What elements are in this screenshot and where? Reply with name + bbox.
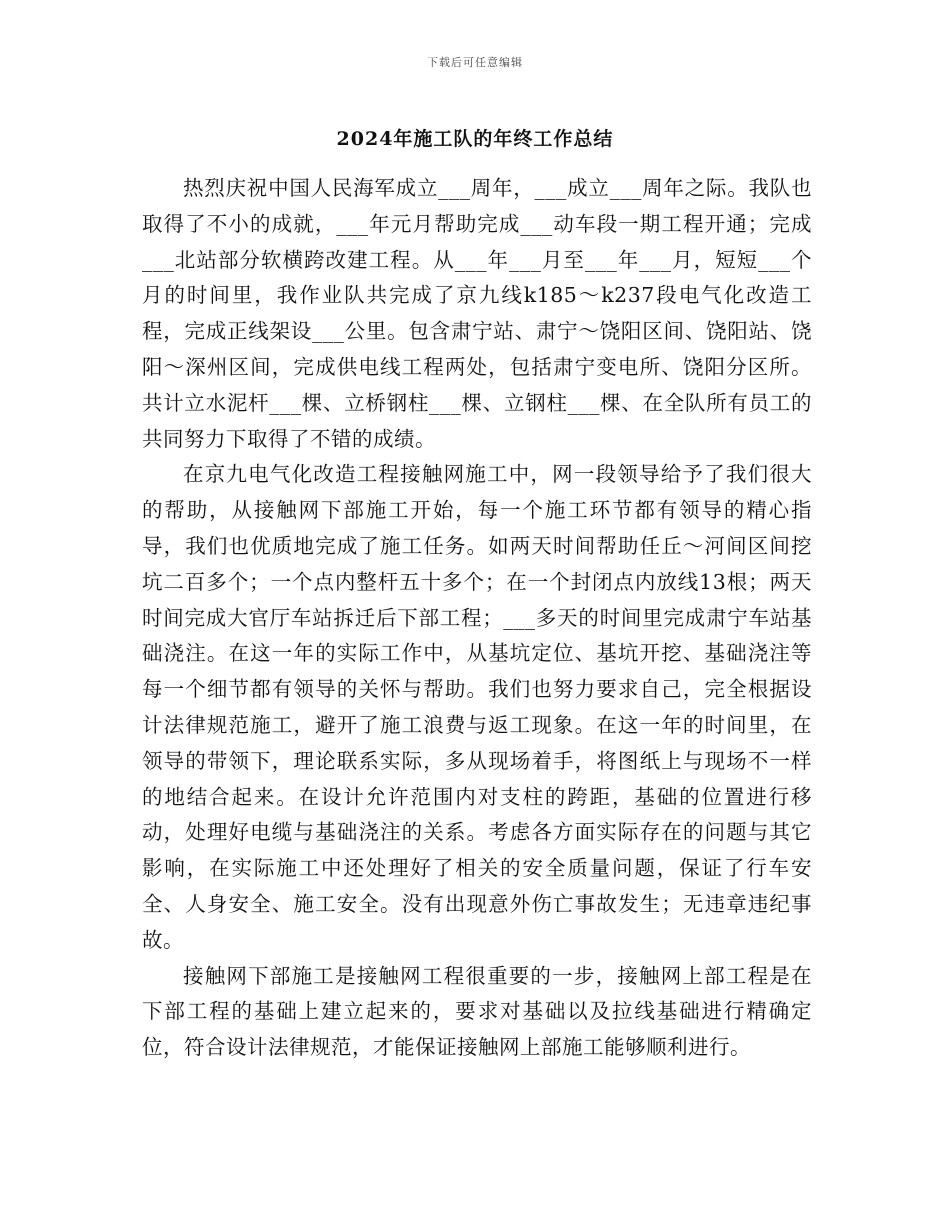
header-note: 下载后可任意编辑: [427, 56, 523, 69]
paragraph-2: 在京九电气化改造工程接触网施工中，网一段领导给予了我们很大的帮助，从接触网下部施工开始，每一个施工环节都有领导的精心指导，我们也优质地完成了施工任务。如两天时间帮助任丘～河间区间挖坑二百多个；一个点内整杆五十多个；在一个封闭点内放线13根；两天时间完成大官厅车站拆迁后下部工程；___多天的时间里完成肃宁车站基础浇注。在这一年的实际工作中，从基坑定位、基坑开挖、基础浇注等每一个细节都有领导的关怀与帮助。我们也努力要求自己，完全根据设计法律规范施工，避开了施工浪费与返工现象。在这一年的时间里，在领导的带领下，理论联系实际，多从现场着手，将图纸上与现场不一样的地结合起来。在设计允许范围内对支柱的跨距，基础的位置进行移动，处理好电缆与基础浇注的关系。考虑各方面实际存在的问题与其它影响，在实际施工中还处理好了相关的安全质量问题，保证了行车安全、人身安全、施工安全。没有出现意外伤亡事故发生；无违章违纪事故。: [142, 462, 812, 952]
document-body: [142, 171, 812, 1066]
paragraph-3: 接触网下部施工是接触网工程很重要的一步，接触网上部工程是在下部工程的基础上建立起来的，要求对基础以及拉线基础进行精确定位，符合设计法律规范，才能保证接触网上部施工能够顺利进行。: [142, 963, 812, 1060]
document-title: 2024年施工队的年终工作总结: [336, 128, 614, 150]
paragraph-1: 热烈庆祝中国人民海军成立___周年，___成立___周年之际。我队也取得了不小的成就，___年元月帮助完成___动车段一期工程开通；完成___北站部分软横跨改建工程。从___年___月至___年___月，短短___个月的时间里，我作业队共完成了京九线k185～k237段电气化改造工程，完成正线架设___公里。包含肃宁站、肃宁～饶阳区间、饶阳站、饶阳～深州区间，完成供电线工程两处，包括肃宁变电所、饶阳分区所。共计立水泥杆___棵、立桥钢柱___棵、立钢柱___棵、在全队所有员工的共同努力下取得了不错的成绩。: [142, 176, 812, 451]
